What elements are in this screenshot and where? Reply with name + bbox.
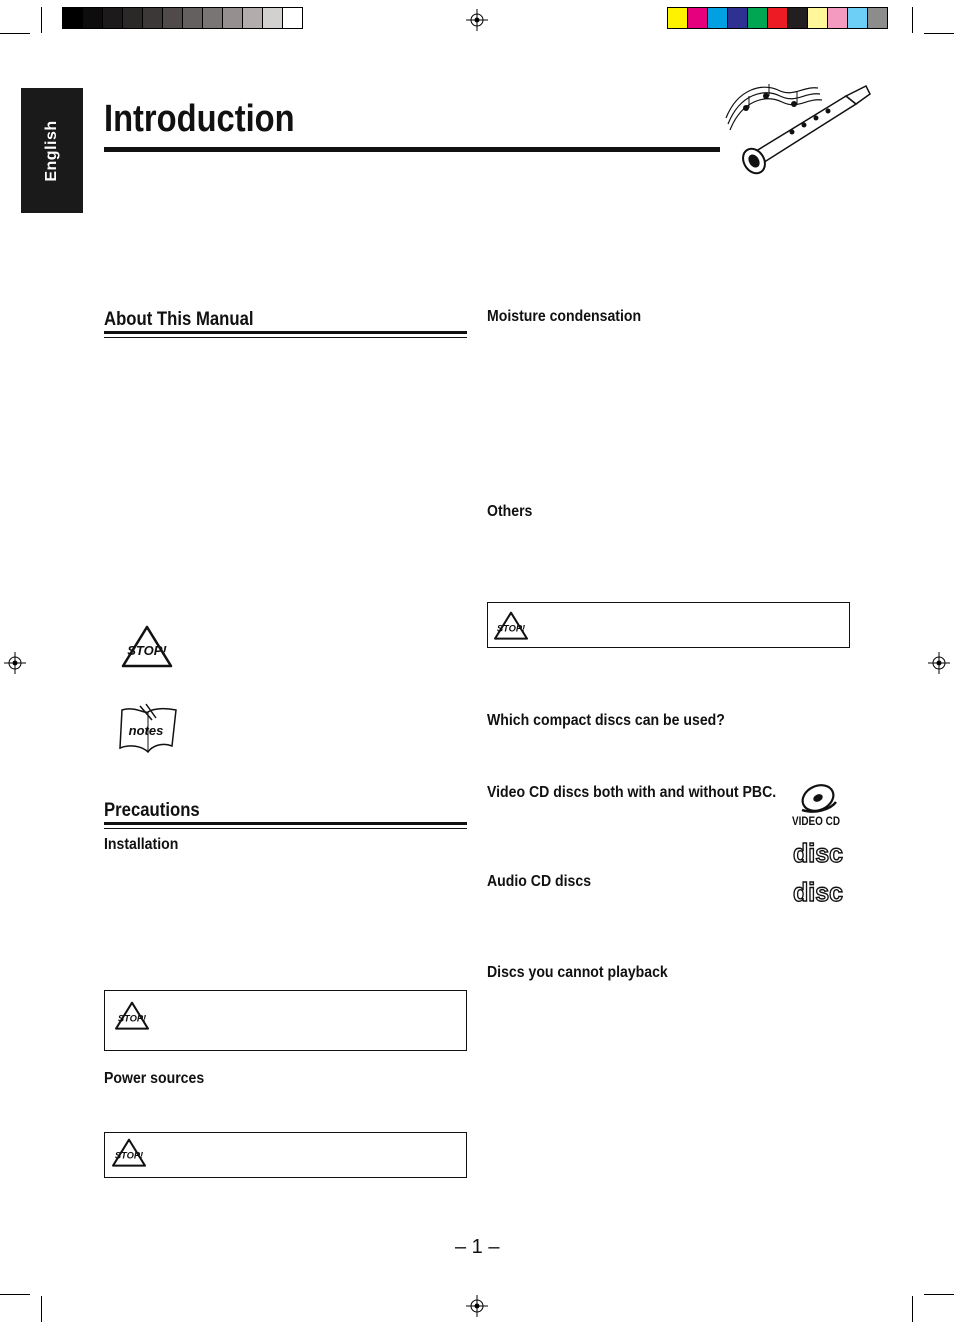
others-heading: Others [487, 503, 533, 520]
grayscale-swatch [83, 8, 103, 28]
language-tab [21, 88, 83, 213]
color-swatch [668, 8, 688, 28]
grayscale-swatch [263, 8, 283, 28]
heading-rule [104, 331, 467, 334]
disc-logo-text: disc [793, 877, 843, 907]
language-tab-label: English [43, 119, 60, 182]
registration-mark-left [4, 652, 26, 674]
stop-icon [114, 1000, 150, 1032]
grayscale-swatch [163, 8, 183, 28]
about-manual-heading: About This Manual [104, 309, 254, 330]
disc-logo-icon [792, 877, 844, 907]
grayscale-swatch [283, 8, 302, 28]
color-swatch [768, 8, 788, 28]
color-swatch [728, 8, 748, 28]
grayscale-swatch [103, 8, 123, 28]
which-discs-heading: Which compact discs can be used? [487, 712, 725, 729]
warning-box [487, 602, 850, 648]
heading-rule-thin [104, 337, 467, 338]
notes-icon [116, 702, 180, 756]
registration-mark-bottom [466, 1295, 488, 1317]
grayscale-swatch [183, 8, 203, 28]
cannot-play-heading: Discs you cannot playback [487, 964, 668, 981]
page-title: Introduction [104, 98, 295, 140]
stop-icon [493, 610, 529, 642]
disc-logo-text: disc [793, 838, 843, 868]
stop-icon-label: STOP! [117, 1013, 147, 1024]
video-cd-logo-text: VIDEO CD [792, 814, 841, 828]
power-sources-heading: Power sources [104, 1070, 205, 1087]
stop-icon-label: STOP! [496, 623, 526, 634]
grayscale-swatch [203, 8, 223, 28]
notes-icon-label: notes [128, 723, 164, 738]
grayscale-swatch [143, 8, 163, 28]
heading-rule-thin [104, 828, 467, 829]
color-calibration-bar [667, 7, 888, 29]
warning-box [104, 1132, 467, 1178]
grayscale-swatch [123, 8, 143, 28]
color-swatch [788, 8, 808, 28]
installation-heading: Installation [104, 836, 179, 853]
stop-icon [111, 1137, 147, 1169]
color-swatch [868, 8, 887, 28]
registration-mark-right [928, 652, 950, 674]
page-number: – 1 – [455, 1236, 500, 1258]
grayscale-calibration-bar [62, 7, 303, 29]
grayscale-swatch [223, 8, 243, 28]
stop-icon-label: STOP! [114, 1150, 144, 1161]
color-swatch [828, 8, 848, 28]
stop-icon-label: STOP! [127, 643, 167, 658]
registration-mark-top [466, 9, 488, 31]
video-cd-logo-icon [790, 780, 844, 828]
audio-cd-heading: Audio CD discs [487, 873, 592, 890]
color-swatch [688, 8, 708, 28]
warning-box [104, 990, 467, 1051]
recorder-illustration [718, 78, 874, 174]
color-swatch [808, 8, 828, 28]
heading-rule [104, 822, 467, 825]
grayscale-swatch [63, 8, 83, 28]
stop-icon [120, 624, 174, 670]
moisture-heading: Moisture condensation [487, 308, 642, 325]
grayscale-swatch [243, 8, 263, 28]
color-swatch [848, 8, 868, 28]
color-swatch [708, 8, 728, 28]
title-rule [104, 147, 720, 152]
disc-logo-icon [792, 838, 844, 868]
precautions-heading: Precautions [104, 800, 200, 821]
video-cd-heading: Video CD discs both with and without PBC. [487, 784, 777, 801]
color-swatch [748, 8, 768, 28]
